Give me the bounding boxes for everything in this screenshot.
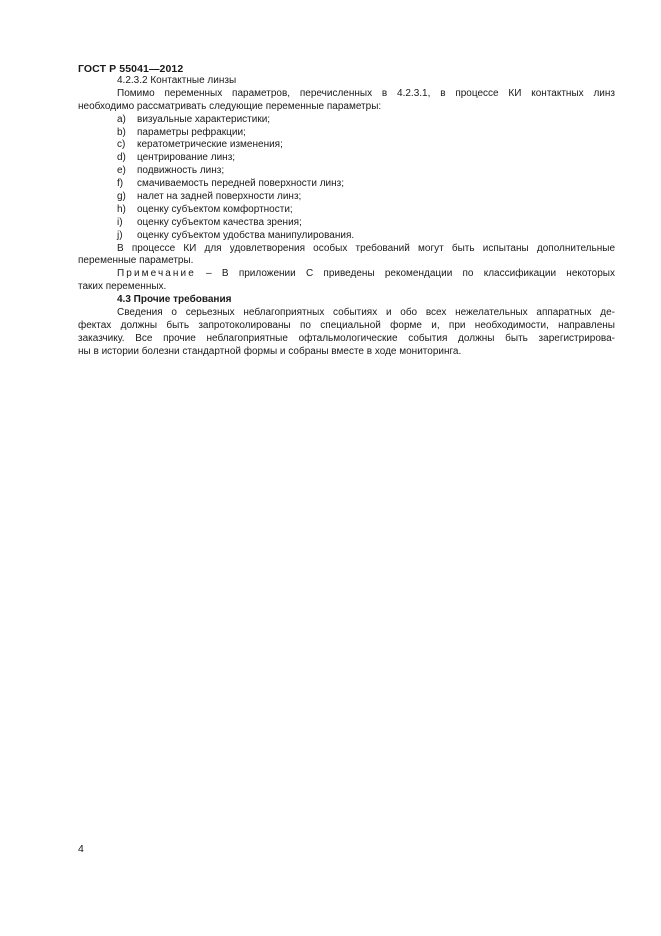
note-label: Примечание <box>117 268 196 280</box>
section-heading-4-2-3-2: 4.2.3.2 Контактные линзы <box>117 75 237 86</box>
section-heading-4-3: 4.3 Прочие требования <box>117 294 232 306</box>
list-item <box>78 127 615 140</box>
paragraph-line-3: заказчику. Все прочие неблагоприятные офтальмологические события должны быть зарегистрирова- <box>78 332 615 344</box>
list-item <box>78 165 615 178</box>
list-item <box>78 204 615 217</box>
closing-line-1: В процессе КИ для удовлетворения особых требований могут быть испытаны дополнительные <box>117 242 615 254</box>
list-marker: c) <box>117 139 126 151</box>
list-text: визуальные характеристики; <box>137 113 271 125</box>
list-marker: g) <box>117 191 126 203</box>
list-item <box>78 178 615 191</box>
paragraph-line-2: фектах должны быть запротоколированы по специальной форме и, при необходимости, направлены <box>78 319 615 331</box>
list-marker: d) <box>117 152 126 164</box>
list-item <box>78 114 615 127</box>
list-item <box>78 230 615 243</box>
list-text: центрирование линз; <box>137 152 236 164</box>
list-text: оценку субъектом удобства манипулирования. <box>137 229 355 241</box>
intro-line-2: необходимо рассматривать следующие переменные параметры: <box>78 100 382 112</box>
paragraph-line-1: Сведения о серьезных неблагоприятных событиях и обо всех нежелательных аппаратных де- <box>117 307 615 319</box>
closing-line-2: переменные параметры. <box>78 255 194 267</box>
list-text: налет на задней поверхности линз; <box>137 191 302 203</box>
list-marker: h) <box>117 203 126 215</box>
paragraph-line-4: ны в истории болезни стандартной формы и собраны вместе в ходе мониторинга. <box>78 345 462 357</box>
list-item <box>78 139 615 152</box>
list-text: параметры рефракции; <box>137 126 246 138</box>
list-marker: a) <box>117 113 126 125</box>
page-number: 4 <box>78 843 84 855</box>
note-line-2: таких переменных. <box>78 281 167 293</box>
list-item <box>78 191 615 204</box>
list-text: оценку субъектом качества зрения; <box>137 216 302 228</box>
note-line-1 <box>78 268 615 281</box>
list-text: смачиваемость передней поверхности линз; <box>137 178 345 190</box>
list-text: подвижность линз; <box>137 165 225 177</box>
list-marker: e) <box>117 165 126 177</box>
note-text: – В приложении С приведены рекомендации по классификации некоторых <box>206 268 615 280</box>
document-body <box>78 75 615 359</box>
list-marker: j) <box>117 229 123 241</box>
list-text: оценку субъектом комфортности; <box>137 203 293 215</box>
list-marker: i) <box>117 216 123 228</box>
list-item <box>78 152 615 165</box>
list-marker: f) <box>117 178 124 190</box>
list-text: кератометрические изменения; <box>137 139 283 151</box>
list-marker: b) <box>117 126 126 138</box>
list-item <box>78 217 615 230</box>
standard-code: ГОСТ Р 55041—2012 <box>78 63 184 75</box>
intro-line-1: Помимо переменных параметров, перечисленных в 4.2.3.1, в процессе КИ контактных линз <box>117 87 615 99</box>
